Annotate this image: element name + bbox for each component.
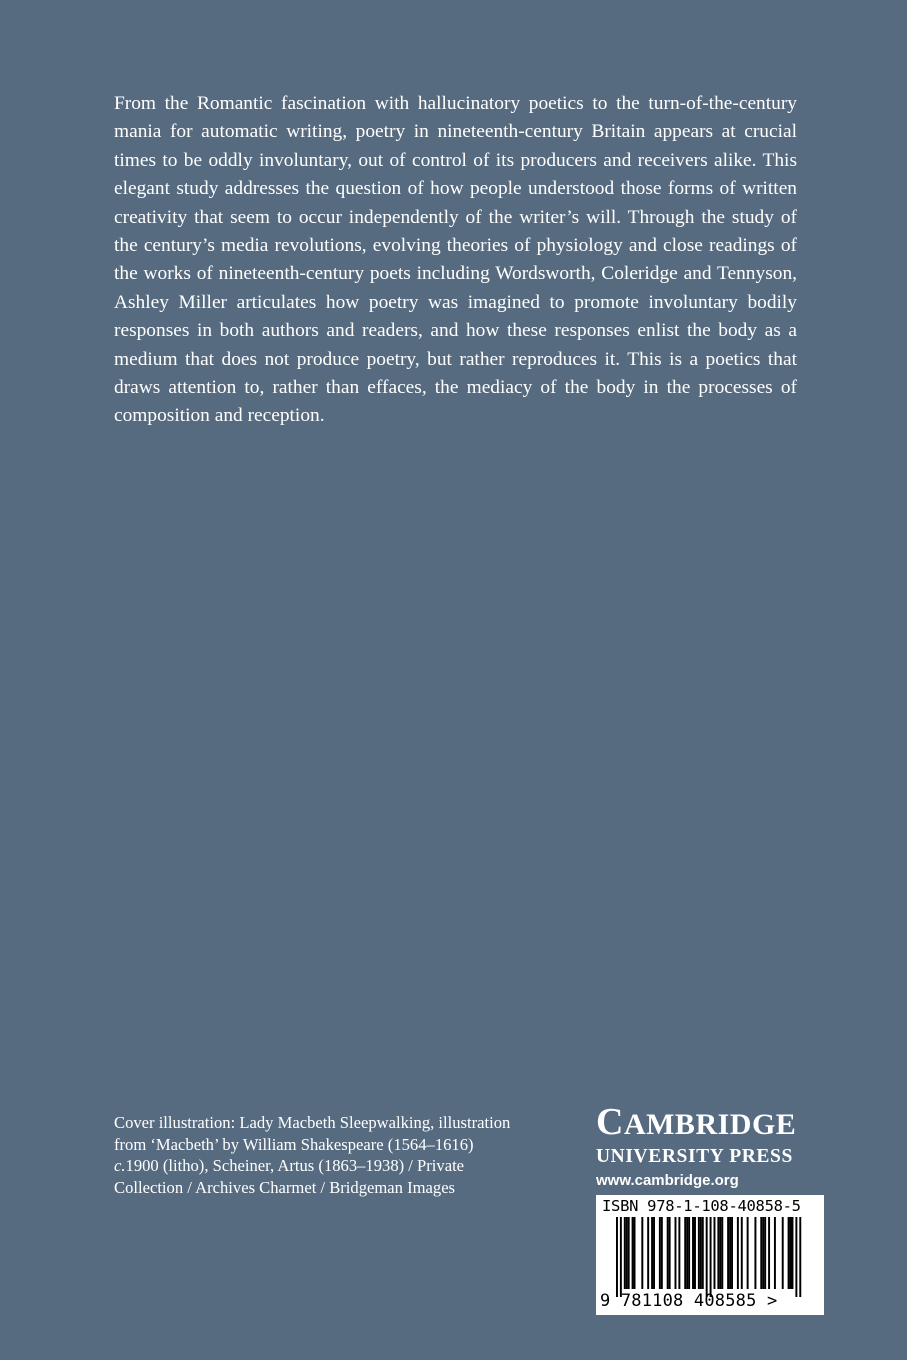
barcode-bar (675, 1217, 677, 1289)
barcode-bar (790, 1217, 792, 1289)
credit-line-4: Collection / Archives Charmet / Bridgeman Images (114, 1177, 456, 1197)
barcode-bar (686, 1217, 688, 1289)
barcode-bar (634, 1217, 636, 1289)
barcode-bar (620, 1217, 622, 1297)
credit-line-2: from ‘Macbeth’ by William Shakespeare (1564–1616) (114, 1134, 474, 1154)
publisher-name-initial: C (596, 1101, 624, 1143)
barcode-bar (717, 1217, 719, 1289)
barcode-bar (702, 1217, 704, 1289)
barcode-bar (647, 1217, 649, 1289)
barcode-bar (741, 1217, 743, 1289)
credit-line-3-rest: 1900 (litho), Scheiner, Artus (1863–1938) / Private (125, 1156, 465, 1175)
publisher-imprint (596, 1102, 828, 1192)
cover-illustration-credit (114, 1112, 534, 1198)
barcode-bar (747, 1217, 749, 1289)
barcode-bar (727, 1217, 729, 1289)
barcode-bar (632, 1217, 634, 1289)
barcode-bar (694, 1217, 696, 1289)
barcode-bar (626, 1217, 628, 1289)
barcode-bar (659, 1217, 661, 1289)
barcode-bar (678, 1217, 680, 1289)
barcode-bar (795, 1217, 797, 1297)
barcode-bar (799, 1217, 801, 1297)
publisher-name-rest: AMBRIDGE (623, 1108, 797, 1141)
barcode-bar (729, 1217, 731, 1289)
barcode-bar (719, 1217, 721, 1289)
barcode-bar (698, 1217, 700, 1289)
publisher-subtitle: UNIVERSITY PRESS (596, 1146, 793, 1167)
barcode-bar (792, 1217, 794, 1289)
barcode-bar (628, 1217, 630, 1289)
credit-line-3 (114, 1155, 534, 1177)
barcode-bar (624, 1217, 626, 1289)
publisher-url: www.cambridge.org (596, 1172, 739, 1189)
barcode-bar (688, 1217, 690, 1289)
barcode-bar (651, 1217, 653, 1289)
barcode-bar (653, 1217, 655, 1289)
publisher-name (596, 1102, 828, 1145)
barcode-bar (700, 1217, 702, 1289)
barcode-bar (661, 1217, 663, 1289)
barcode-bar (737, 1217, 739, 1289)
barcode-bar (788, 1217, 790, 1289)
barcode-bar (762, 1217, 764, 1289)
barcode-bar (706, 1217, 708, 1297)
barcode-bar (684, 1217, 686, 1289)
barcode-bar (641, 1217, 643, 1289)
barcode-bar (669, 1217, 671, 1289)
barcode-bar (714, 1217, 716, 1289)
barcode-bar (710, 1217, 712, 1297)
barcode-bar (731, 1217, 733, 1289)
barcode-bar (774, 1217, 776, 1289)
barcode-bar (760, 1217, 762, 1289)
back-cover-blurb: From the Romantic fascination with hallucinatory poetics to the turn-of-the-century mania for automatic writing, poetry in nineteenth-century Britain appears at crucial times to be oddly involuntary, out of control of its producers and receivers alike. This elegant study addresses the question of how people understood those forms of written creativity that seem to occur independently of the writer’s will. Through the study of the century’s media revolutions, evolving theories of physiology and close readings of the works of nineteenth-century poets including Wordsworth, Coleridge and Tennyson, Ashley Miller articulates how poetry was imagined to promote involuntary bodily responses in both authors and readers, and how these responses enlist the body as a medium that does not produce poetry, but rather reproduces it. This is a poetics that draws attention to, rather than effaces, the mediacy of the body in the processes of composition and reception. (114, 93, 797, 427)
barcode-bar (692, 1217, 694, 1289)
barcode-bar (782, 1217, 784, 1289)
credit-line-1: Cover illustration: Lady Macbeth Sleepwalking, illustration (114, 1113, 511, 1132)
barcode-bar (721, 1217, 723, 1289)
isbn-barcode (596, 1195, 824, 1315)
barcode-bar (754, 1217, 756, 1289)
credit-circa: c. (114, 1156, 126, 1175)
barcode-bar (768, 1217, 770, 1289)
barcode-digits: 9 781108 408585 > (600, 1291, 778, 1311)
barcode-bar (667, 1217, 669, 1289)
barcode-bar (764, 1217, 766, 1289)
isbn-label: ISBN 978-1-108-40858-5 (602, 1197, 801, 1215)
barcode-bar (616, 1217, 618, 1297)
